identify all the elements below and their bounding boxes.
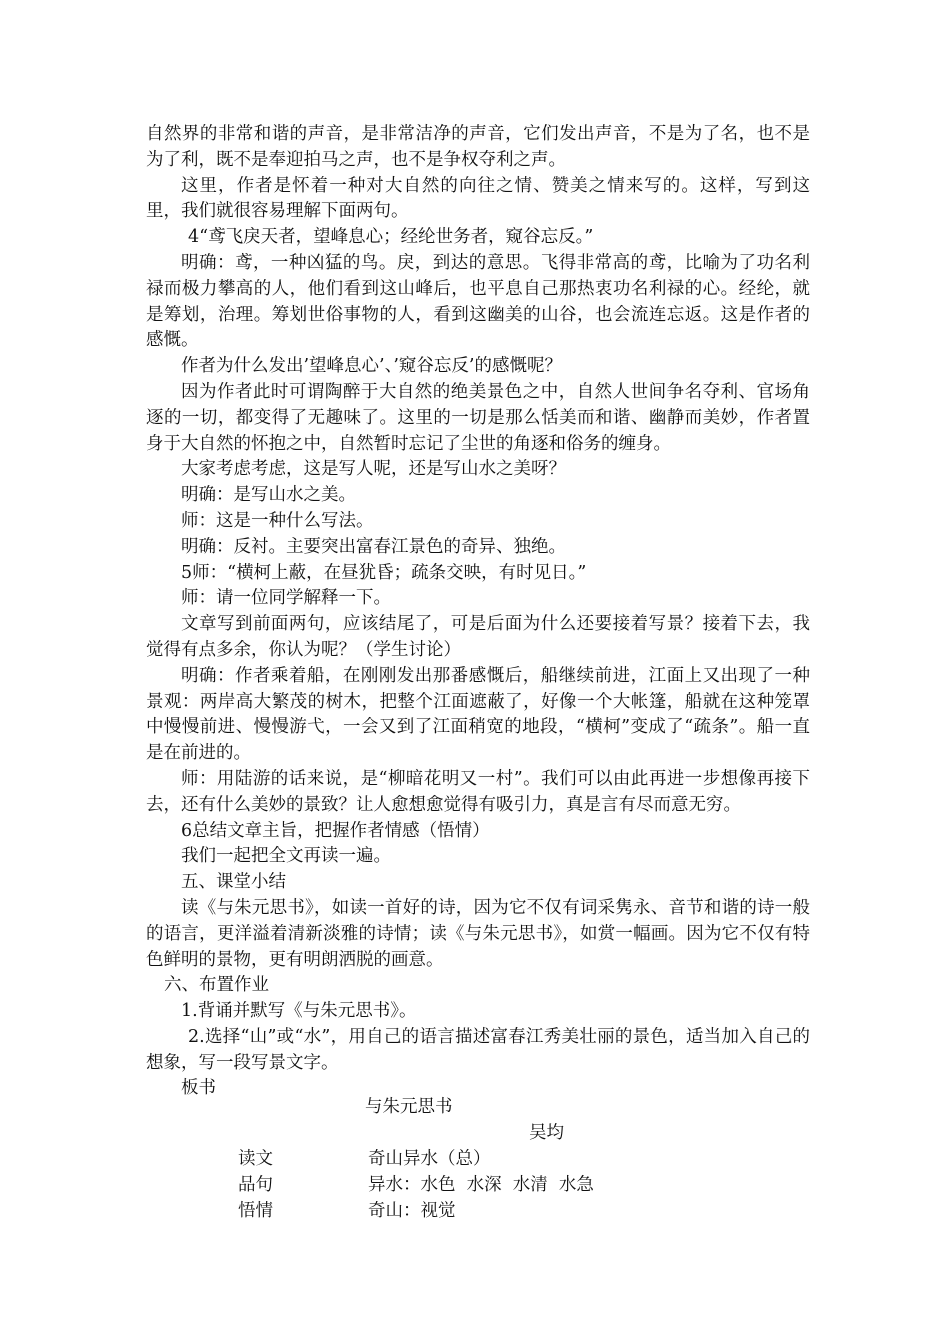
section-heading: 六、布置作业 (164, 975, 269, 996)
paragraph: 我们一起把全文再读一遍。 (181, 846, 391, 867)
paragraph: 4“鸢飞戾天者，望峰息心；经纶世务者，窥谷忘反。” (188, 227, 594, 248)
board-row-value: 异水：水色 水深 水清 水急 (368, 1175, 594, 1195)
paragraph: 6总结文章主旨，把握作者情感（悟情） (181, 820, 490, 841)
section-heading: 五、课堂小结 (181, 872, 286, 893)
document-body (146, 122, 810, 1102)
paragraph: 文章写到前面两句，应该结尾了，可是后面为什么还要接着写景？接着下去，我觉得有点多余，你认为呢？（学生讨论） (146, 614, 810, 660)
paragraph: 读《与朱元思书》，如读一首好的诗，因为它不仅有词采隽永、音节和谐的诗一般的语言，更洋溢着清新淡雅的诗情；读《与朱元思书》，如赏一幅画。因为它不仅有特色鲜明的景物，更有明朗洒脱的画意。 (146, 897, 810, 970)
board-row-label: 读文 (238, 1149, 273, 1169)
paragraph: 大家考虑考虑，这是写人呢，还是写山水之美呀？ (181, 459, 566, 480)
paragraph: 明确：反衬。主要突出富春江景色的奇异、独绝。 (181, 536, 566, 557)
paragraph: 因为作者此时可谓陶醉于大自然的绝美景色之中，自然人世间争名夺利、官场角逐的一切，都变得了无趣味了。这里的一切是那么恬美而和谐、幽静而美妙，作者置身于大自然的怀抱之中，自然暂时忘记了尘世的角逐和俗务的缠身。 (146, 381, 810, 454)
paragraph: 明确：是写山水之美。 (181, 485, 356, 506)
paragraph: 明确：作者乘着船，在刚刚发出那番感慨后，船继续前进，江面上又出现了一种景观：两岸高大繁茂的树木，把整个江面遮蔽了，好像一个大帐篷，船就在这种笼罩中慢慢前进、慢慢游弋，一会又到了江面稍宽的地段，“横柯”变成了“疏条”。船一直是在前进的。 (146, 665, 810, 764)
board-author: 吴均 (529, 1123, 564, 1143)
board-row-label: 品句 (238, 1175, 273, 1195)
paragraph: 明确：鸢，一种凶猛的鸟。戾，到达的意思。飞得非常高的鸢，比喻为了功名利禄而极力攀高的人，他们看到这山峰后，也平息自己那热衷功名利禄的心。经纶，就是筹划，治理。筹划世俗事物的人，看到这幽美的山谷，也会流连忘返。这是作者的感慨。 (146, 252, 810, 351)
paragraph: 作者为什么发出’望峰息心’、’窥谷忘反’的感慨呢？ (181, 356, 562, 377)
paragraph: 1.背诵并默写《与朱元思书》。 (181, 1001, 417, 1022)
paragraph: 这里，作者是怀着一种对大自然的向往之情、赞美之情来写的。这样，写到这里，我们就很容易理解下面两句。 (146, 175, 810, 222)
paragraph: 师：请一位同学解释一下。 (181, 588, 391, 609)
paragraph: 自然界的非常和谐的声音，是非常洁净的声音，它们发出声音，不是为了名，也不是为了利，既不是奉迎拍马之声，也不是争权夺利之声。 (146, 124, 810, 170)
board-row-label: 悟情 (238, 1201, 273, 1221)
paragraph: 板书 (181, 1078, 216, 1099)
paragraph: 师：用陆游的话来说，是“柳暗花明又一村”。我们可以由此再进一步想像再接下去，还有什么美妙的景致？让人愈想愈觉得有吸引力，真是言有尽而意无穷。 (146, 768, 810, 815)
paragraph: 5师：“横柯上蔽，在昼犹昏；疏条交映，有时见日。” (181, 562, 587, 583)
board-row-value: 奇山：视觉 (368, 1201, 456, 1221)
paragraph: 2.选择“山”或“水”，用自己的语言描述富春江秀美壮丽的景色，适当加入自己的想象，写一段写景文字。 (146, 1026, 810, 1073)
board-title-text: 与朱元思书 (365, 1097, 453, 1117)
board-row-value: 奇山异水（总） (368, 1149, 491, 1169)
paragraph: 师：这是一种什么写法。 (181, 510, 374, 531)
